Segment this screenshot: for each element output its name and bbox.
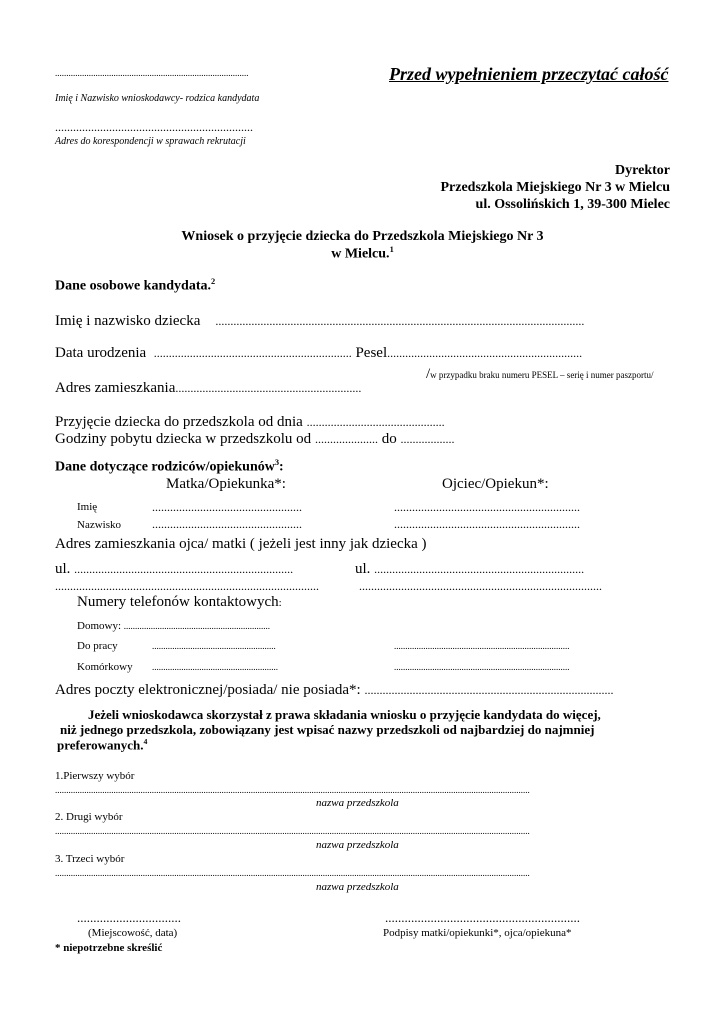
child-address-row [55,380,361,397]
child-name-row [55,313,584,330]
father-first-name-field[interactable]: .............................................................. [394,500,580,514]
recipient-address: ul. Ossolińskich 1, 39-300 Mielec [475,197,670,212]
father-work-phone-field[interactable]: .............................................................................. [394,641,570,651]
signatures-caption: Podpisy matki/opiekunki*, ojca/opiekuna* [383,927,572,939]
email-row [55,682,613,699]
read-notice: Przed wypełnieniem przeczytać całość [389,64,669,84]
admission-row [55,414,445,431]
choice-3-caption: nazwa przedszkola [316,881,399,893]
choice-2-label: 2. Drugi wybór [55,811,123,823]
parent-street-row-left [55,561,293,578]
parent-street-row-right [355,561,584,578]
email-field[interactable]: ................................................................................... [364,683,614,697]
first-name-label: Imię [77,501,98,513]
choice-3-label: 3. Trzeci wybór [55,853,125,865]
work-phone-label: Do pracy [77,640,118,652]
home-phone-field[interactable]: ................................................................. [123,621,270,631]
home-phone-label: Domowy: [77,620,121,632]
candidate-heading [55,277,215,295]
pesel-note-text: w przypadku braku numeru PESEL – serię i numer paszportu [430,370,652,380]
phones-colon: : [278,597,282,609]
home-phone-row [77,620,270,632]
recipient-title: Dyrektor [615,163,670,178]
mother-work-phone-field[interactable]: ....................................................... [152,641,276,651]
candidate-heading-text: Dane osobowe kandydata. [55,278,211,294]
choice-2-caption: nazwa przedszkola [316,839,399,851]
recipient-institution: Przedszkola Miejskiego Nr 3 w Mielcu [440,180,670,195]
preferences-intro-3 [57,737,147,753]
parents-heading-colon: : [279,459,284,475]
parents-heading-text: Dane dotyczące rodziców/opiekunów [55,459,275,475]
father-surname-field[interactable]: .............................................................. [394,517,580,531]
mother-address-field-2[interactable]: ........................................................................................ [55,579,319,593]
father-address-field-1[interactable]: ...................................................................... [374,562,585,576]
place-date-field[interactable]: ................................ [77,910,181,925]
mother-surname-field[interactable]: .................................................. [152,517,302,531]
mobile-phone-label: Komórkowy [77,661,133,673]
dob-field[interactable]: .................................................................. [153,346,352,360]
admission-label: Przyjęcie dziecka do przedszkola od dnia [55,414,303,430]
choice-3-field[interactable]: ................................................................................................................................................................................................................... [55,868,530,878]
mother-column-label: Matka/Opiekunka*: [166,476,286,492]
choice-1-field[interactable]: ................................................................................................................................................................................................................... [55,785,530,795]
document-title-city: w Mielcu. [331,246,390,262]
pesel-note: /w przypadku braku numeru PESEL – serię i numer paszportu/ [426,366,654,382]
choice-2-field[interactable]: ................................................................................................................................................................................................................... [55,826,530,836]
child-address-label: Adres zamieszkania [55,380,176,396]
surname-label: Nazwisko [77,519,121,531]
dob-row [55,345,582,362]
hours-from-field[interactable]: ..................... [314,432,378,446]
correspondence-address-line[interactable]: .................................................................. [55,120,253,134]
phones-heading [77,594,282,611]
choice-1-caption: nazwa przedszkola [316,797,399,809]
child-name-label: Imię i nazwisko dziecka [55,313,201,329]
preferences-intro-3-text: preferowanych. [57,737,144,753]
place-date-caption: (Miejscowość, data) [88,927,178,939]
dob-label: Data urodzenia [55,345,147,361]
footnote-ref-3: 3 [274,458,280,467]
mother-address-field-1[interactable]: ......................................................................... [74,562,294,576]
parent-address-label: Adres zamieszkania ojca/ matki ( jeżeli jest inny jak dziecka ) [55,536,427,552]
applicant-name-caption: Imię i Nazwisko wnioskodawcy- rodzica kandydata [55,93,260,104]
father-column-label: Ojciec/Opiekun*: [442,476,549,492]
document-title: Wniosek o przyjęcie dziecka do Przedszkola Miejskiego Nr 3 [181,229,544,244]
document-title-line2 [0,245,725,263]
strike-out-note: * niepotrzebne skreślić [55,942,163,954]
child-name-field[interactable]: ........................................................................................................................... [215,314,585,328]
footnote-ref-4: 4 [143,737,148,746]
street-prefix-left: ul. [55,561,71,577]
footnote-ref-1: 1 [389,245,394,254]
signatures-field[interactable]: ............................................................ [385,910,580,925]
choice-1-label: 1.Pierwszy wybór [55,770,135,782]
hours-label: Godziny pobytu dziecka w przedszkolu od [55,431,312,447]
child-address-field[interactable]: .............................................................. [175,381,362,395]
applicant-name-line[interactable]: ...................................................................................... [55,68,249,78]
preferences-intro-2: niż jednego przedszkola, zobowiązany jest wpisać nazwy przedszkoli od najbardziej do najmniej [60,722,595,737]
admission-date-field[interactable]: .............................................. [306,415,445,429]
hours-row [55,431,454,448]
parents-heading [55,458,284,476]
preferences-intro-1: Jeżeli wnioskodawca skorzystał z prawa składania wniosku o przyjęcie kandydata do więcej, [88,707,601,722]
father-mobile-phone-field[interactable]: .............................................................................. [394,662,570,672]
footnote-ref-2: 2 [210,277,216,286]
correspondence-address-caption: Adres do korespondencji w sprawach rekrutacji [55,136,246,147]
hours-to-field[interactable]: .................. [400,432,455,446]
mother-mobile-phone-field[interactable]: ........................................................ [152,662,278,672]
hours-to-label: do [381,431,397,447]
pesel-field[interactable]: ................................................................. [387,346,583,360]
father-address-field-2[interactable]: ................................................................................. [359,579,602,593]
street-prefix-right: ul. [355,561,371,577]
phones-label: Numery telefonów kontaktowych [77,594,279,610]
email-label: Adres poczty elektronicznej/posiada/ nie posiada*: [55,682,361,698]
mother-first-name-field[interactable]: .................................................. [152,500,302,514]
pesel-label: Pesel [355,345,388,361]
